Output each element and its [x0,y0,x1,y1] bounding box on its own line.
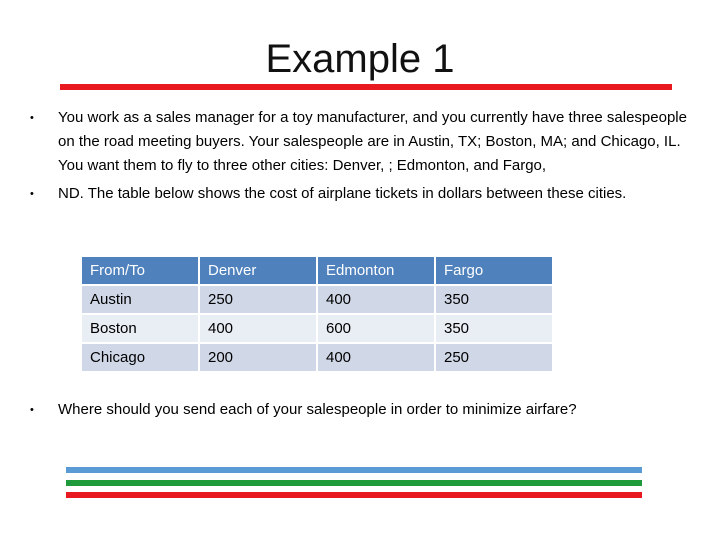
table-cell: Austin [82,286,200,315]
table-header-cell: Edmonton [318,257,436,286]
table-cell: 400 [318,286,436,315]
table-cell: Boston [82,315,200,344]
bullet-dot-icon: • [30,112,34,124]
footer-stripe-blue [66,467,642,473]
table-header-row [82,257,554,286]
table-cell: 600 [318,315,436,344]
table-header-cell: From/To [82,257,200,286]
table-header-cell: Denver [200,257,318,286]
table-cell: 200 [200,344,318,373]
table-cell: Chicago [82,344,200,373]
table-header-cell: Fargo [436,257,554,286]
footer-stripe-green [66,480,642,486]
footer-stripe-red [66,492,642,498]
bullet-dot-icon: • [30,188,34,200]
bullet-item [30,106,690,178]
table-cell: 350 [436,315,554,344]
bullet-dot-icon: • [30,404,34,416]
ticket-cost-table [82,257,554,373]
table-cell: 350 [436,286,554,315]
table-row [82,344,554,373]
question-bullet [30,398,690,422]
table-cell: 250 [200,286,318,315]
bullet-text: ND. The table below shows the cost of airplane tickets in dollars between these cities. [58,185,627,202]
table-cell: 400 [200,315,318,344]
table-cell: 250 [436,344,554,373]
table-row [82,315,554,344]
table-row [82,286,554,315]
question-text: Where should you send each of your salespeople in order to minimize airfare? [58,401,577,418]
title-underline [60,84,672,90]
bullet-item [30,182,690,206]
slide-title: Example 1 [265,37,455,81]
bullet-list [30,106,690,210]
bullet-text: You work as a sales manager for a toy manufacturer, and you currently have three salespeople on the road meeting buyers. Your salespeople are in Austin, TX; Boston, MA; and Chicago, IL. You want them to fly to three other cities: Denver, ; Edmonton, and Fargo, [58,109,687,174]
table-cell: 400 [318,344,436,373]
